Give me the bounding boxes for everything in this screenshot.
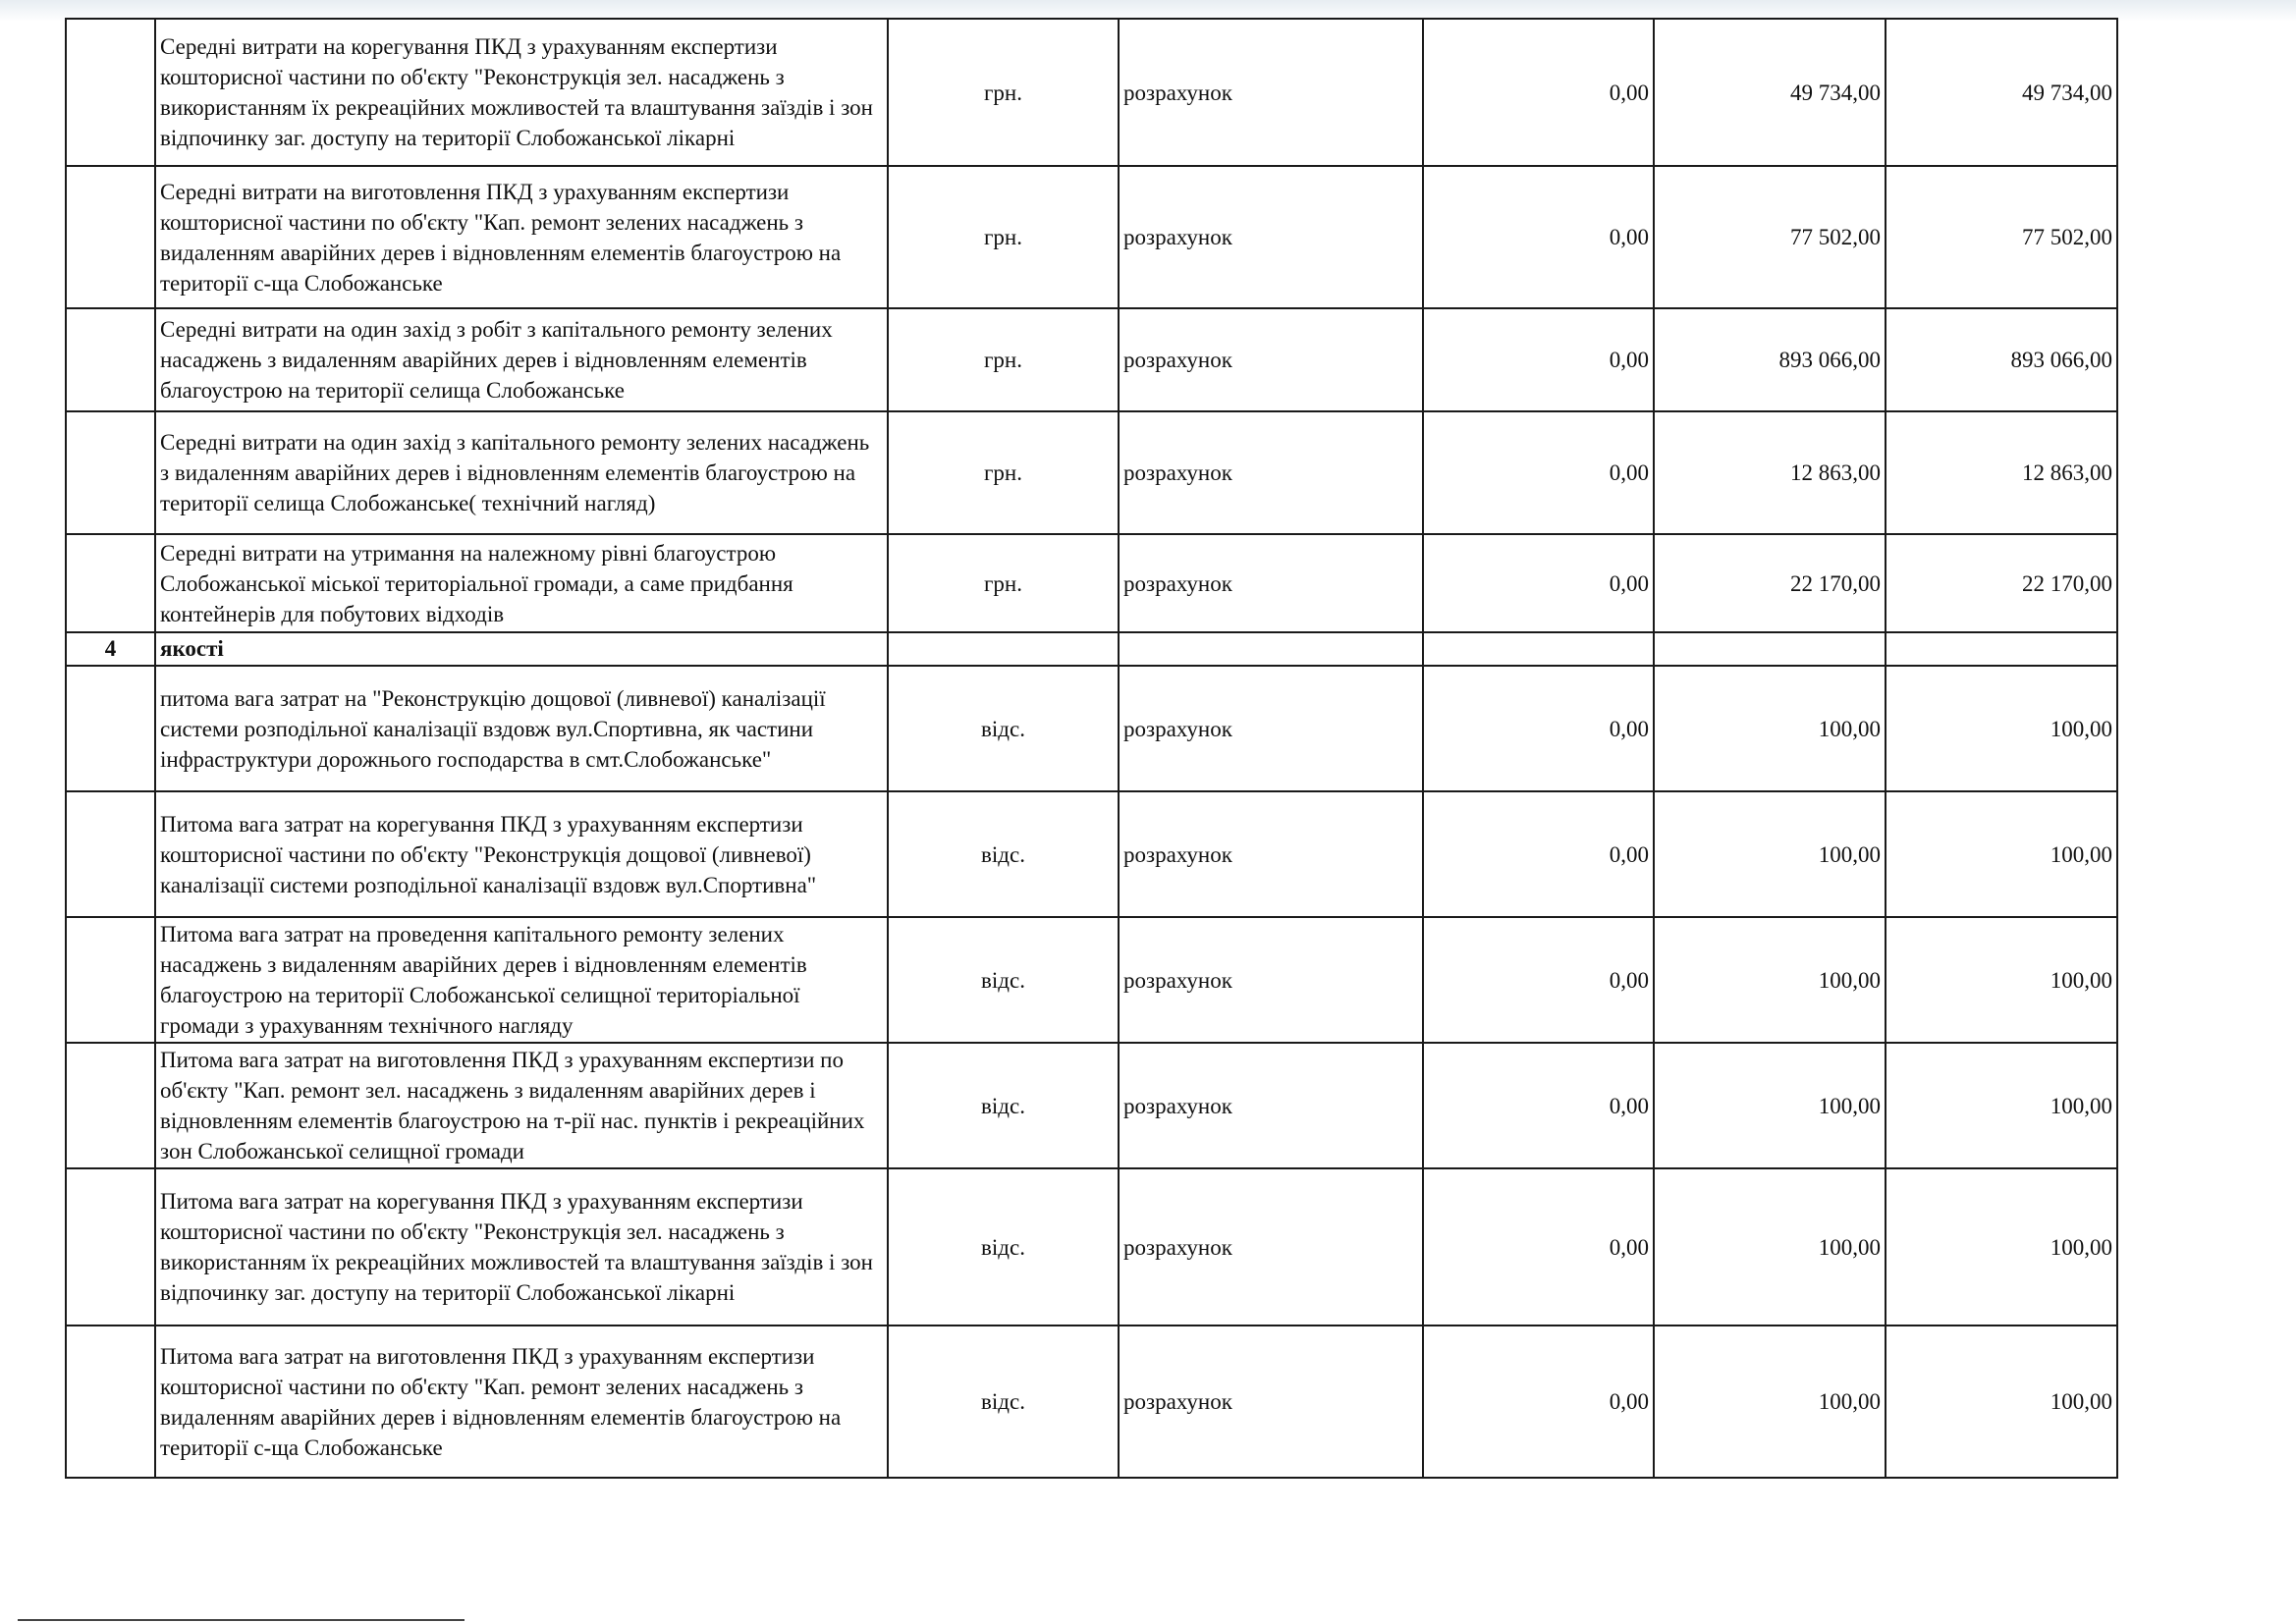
- table-row: [66, 411, 2117, 534]
- table-row: [66, 1043, 2117, 1168]
- section-row: [66, 632, 2117, 666]
- value-cell-3: 22 170,00: [1886, 534, 2117, 632]
- value-cell-1: 0,00: [1423, 666, 1654, 791]
- indicator-name: питома вага затрат на "Реконструкцію дощової (ливневої) каналізації системи розподільної каналізації вздовж вул.Спортивна, як частини інфраструктури дорожнього господарства в смт.Слобожанське": [155, 666, 888, 791]
- table-row: [66, 791, 2117, 917]
- row-number: [66, 666, 155, 791]
- row-number: [66, 917, 155, 1043]
- value-cell-3: 49 734,00: [1886, 19, 2117, 166]
- value-cell-1: 0,00: [1423, 1168, 1654, 1325]
- unit-cell: відс.: [888, 1325, 1119, 1478]
- value-cell-2: 100,00: [1654, 1043, 1886, 1168]
- section-title: якості: [155, 632, 888, 666]
- value-cell-1: 0,00: [1423, 308, 1654, 411]
- row-number: [66, 411, 155, 534]
- value-cell-1: 0,00: [1423, 166, 1654, 308]
- row-number: [66, 1168, 155, 1325]
- section-number: 4: [66, 632, 155, 666]
- row-number: [66, 19, 155, 166]
- source-cell: розрахунок: [1119, 166, 1423, 308]
- table-row: [66, 1168, 2117, 1325]
- table-row: [66, 308, 2117, 411]
- value-cell-1: 0,00: [1423, 411, 1654, 534]
- row-number: [66, 308, 155, 411]
- value-cell-1: 0,00: [1423, 19, 1654, 166]
- value-cell-3: 12 863,00: [1886, 411, 2117, 534]
- indicators-table: [65, 18, 2118, 1479]
- row-number: [66, 1325, 155, 1478]
- row-number: [66, 791, 155, 917]
- unit-cell: відс.: [888, 666, 1119, 791]
- value-cell-1: 0,00: [1423, 1043, 1654, 1168]
- value-cell-3: 100,00: [1886, 1168, 2117, 1325]
- table-row: [66, 666, 2117, 791]
- row-number: [66, 1043, 155, 1168]
- indicator-name: Питома вага затрат на корегування ПКД з урахуванням експертизи кошторисної частини по об'єкту "Реконструкція дощової (ливневої) каналізації системи розподільної каналізації вздовж вул.Спортивна": [155, 791, 888, 917]
- indicator-name: Питома вага затрат на виготовлення ПКД з урахуванням експертизи по об'єкту "Кап. ремонт зел. насаджень з видаленням аварійних дерев і відновленням елементів благоустрою на т-рії нас. пунктів і рекреаційних зон Слобожанської селищної громади: [155, 1043, 888, 1168]
- unit-cell: грн.: [888, 166, 1119, 308]
- value-cell-2: 100,00: [1654, 1325, 1886, 1478]
- unit-cell: грн.: [888, 411, 1119, 534]
- page-bottom-rule: [18, 1619, 465, 1621]
- source-cell: розрахунок: [1119, 1168, 1423, 1325]
- value-cell-1: 0,00: [1423, 791, 1654, 917]
- indicator-name: Середні витрати на один захід з робіт з капітального ремонту зелених насаджень з видаленням аварійних дерев і відновленням елементів благоустрою на території селища Слобожанське: [155, 308, 888, 411]
- value-cell-1: 0,00: [1423, 917, 1654, 1043]
- unit-cell: грн.: [888, 308, 1119, 411]
- value-cell-2: 893 066,00: [1654, 308, 1886, 411]
- value-cell-2: 100,00: [1654, 666, 1886, 791]
- indicator-name: Питома вага затрат на виготовлення ПКД з урахуванням експертизи кошторисної частини по об'єкту "Кап. ремонт зелених насаджень з видаленням аварійних дерев і відновленням елементів благоустрою на території с-ща Слобожанське: [155, 1325, 888, 1478]
- value-cell-1: 0,00: [1423, 534, 1654, 632]
- source-cell: розрахунок: [1119, 534, 1423, 632]
- unit-cell: відс.: [888, 1043, 1119, 1168]
- table-row: [66, 166, 2117, 308]
- row-number: [66, 166, 155, 308]
- value-cell-2: 12 863,00: [1654, 411, 1886, 534]
- source-cell: розрахунок: [1119, 791, 1423, 917]
- indicator-name: Середні витрати на корегування ПКД з урахуванням експертизи кошторисної частини по об'єкту "Реконструкція зел. насаджень з використанням їх рекреаційних можливостей та влаштування заїздів і зон відпочинку заг. доступу на території Слобожанської лікарні: [155, 19, 888, 166]
- table-row: [66, 1325, 2117, 1478]
- row-number: [66, 534, 155, 632]
- value-cell-3: 100,00: [1886, 666, 2117, 791]
- indicator-name: Питома вага затрат на корегування ПКД з урахуванням експертизи кошторисної частини по об'єкту "Реконструкція зел. насаджень з використанням їх рекреаційних можливостей та влаштування заїздів і зон відпочинку заг. доступу на території Слобожанської лікарні: [155, 1168, 888, 1325]
- indicator-name: Середні витрати на один захід з капітального ремонту зелених насаджень з видаленням аварійних дерев і відновленням елементів благоустрою на території селища Слобожанське( технічний нагляд): [155, 411, 888, 534]
- value-cell-1: 0,00: [1423, 1325, 1654, 1478]
- value-cell-2: 77 502,00: [1654, 166, 1886, 308]
- value-cell-3: 100,00: [1886, 1043, 2117, 1168]
- indicator-name: Середні витрати на утримання на належному рівні благоустрою Слобожанської міської територіальної громади, а саме придбання контейнерів для побутових відходів: [155, 534, 888, 632]
- value-cell-3: 100,00: [1886, 917, 2117, 1043]
- unit-cell: відс.: [888, 791, 1119, 917]
- table-row: [66, 534, 2117, 632]
- unit-cell: відс.: [888, 1168, 1119, 1325]
- source-cell: розрахунок: [1119, 666, 1423, 791]
- indicator-name: Середні витрати на виготовлення ПКД з урахуванням експертизи кошторисної частини по об'єкту "Кап. ремонт зелених насаджень з видаленням аварійних дерев і відновленням елементів благоустрою на території с-ща Слобожанське: [155, 166, 888, 308]
- source-cell: розрахунок: [1119, 917, 1423, 1043]
- source-cell: розрахунок: [1119, 411, 1423, 534]
- unit-cell: грн.: [888, 534, 1119, 632]
- source-cell: розрахунок: [1119, 19, 1423, 166]
- unit-cell: відс.: [888, 917, 1119, 1043]
- value-cell-3: 77 502,00: [1886, 166, 2117, 308]
- value-cell-2: 100,00: [1654, 917, 1886, 1043]
- value-cell-2: 49 734,00: [1654, 19, 1886, 166]
- indicator-name: Питома вага затрат на проведення капітального ремонту зелених насаджень з видаленням аварійних дерев і відновленням елементів благоустрою на території Слобожанської селищної територіальної громади з урахуванням технічного нагляду: [155, 917, 888, 1043]
- source-cell: розрахунок: [1119, 1325, 1423, 1478]
- source-cell: розрахунок: [1119, 1043, 1423, 1168]
- table-row: [66, 917, 2117, 1043]
- source-cell: розрахунок: [1119, 308, 1423, 411]
- value-cell-3: 100,00: [1886, 1325, 2117, 1478]
- value-cell-2: 100,00: [1654, 791, 1886, 917]
- value-cell-3: 100,00: [1886, 791, 2117, 917]
- value-cell-2: 22 170,00: [1654, 534, 1886, 632]
- table-row: [66, 19, 2117, 166]
- unit-cell: грн.: [888, 19, 1119, 166]
- value-cell-2: 100,00: [1654, 1168, 1886, 1325]
- value-cell-3: 893 066,00: [1886, 308, 2117, 411]
